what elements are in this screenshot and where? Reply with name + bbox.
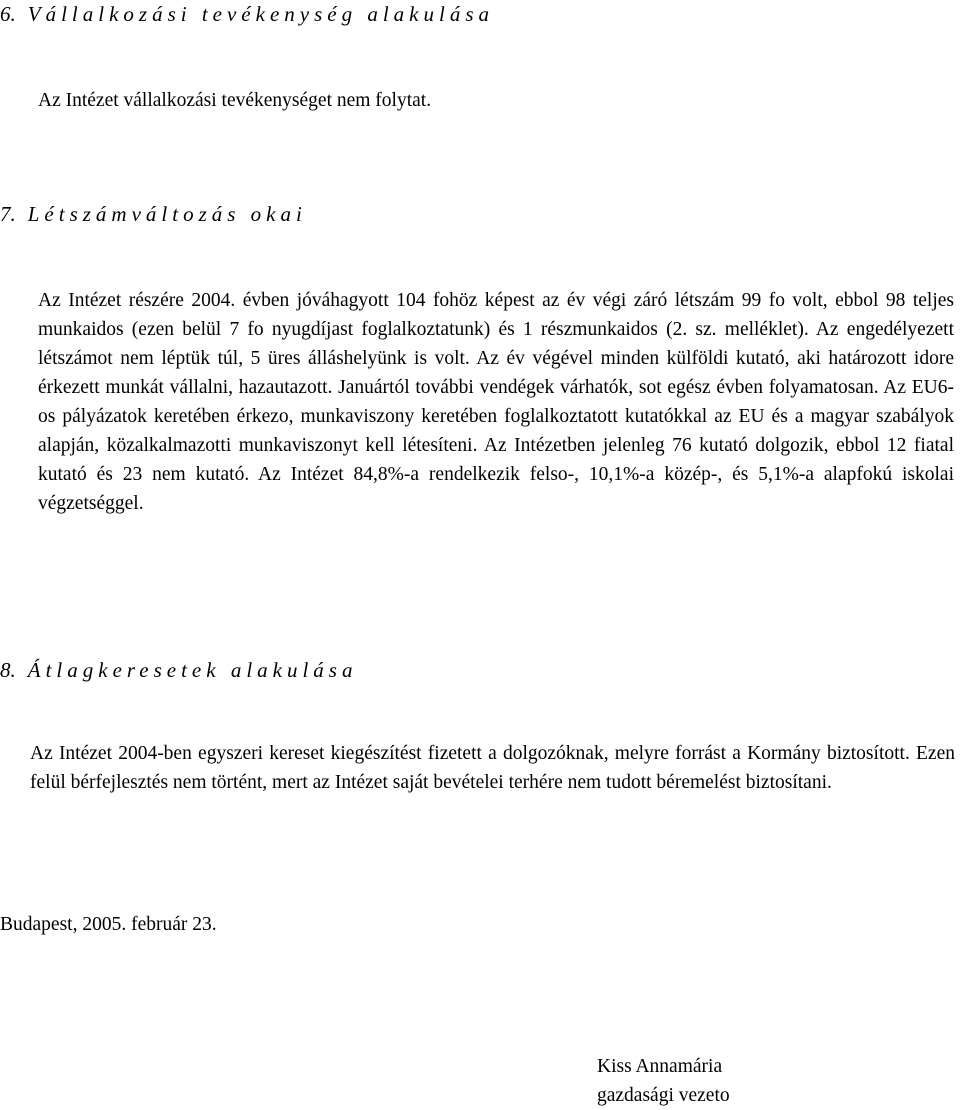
section-8-number: 8. [0,658,16,682]
section-6-title: Vállalkozási tevékenység alakulása [27,2,494,26]
place-date: Budapest, 2005. február 23. [0,914,217,935]
section-7-paragraph: Az Intézet részére 2004. évben jóváhagyott 104 fohöz képest az év végi záró létszám 99 fo volt, ebbol 98 teljes munkaidos (ezen belül 7 fo nyugdíjast foglalkoztatunk) és 1 részmunkaidos (2. sz. melléklet). Az engedélyezett létszámot nem léptük túl, 5 üres álláshelyünk is volt. Az év végével minden külföldi kutató, aki határozott idore érkezett munkát vállalni, hazautazott. Januártól további vendégek várhatók, sot egész évben folyamatosan. Az EU6-os pályázatok keretében érkezo, munkaviszony keretében foglalkoztatott kutatókkal az EU és a magyar szabályok alapján, közalkalmazotti munkaviszonyt kell létesíteni. Az Intézetben jelenleg 76 kutató dolgozik, ebbol 12 fiatal kutató és 23 nem kutató. Az Intézet 84,8%-a rendelkezik felso-, 10,1%-a közép-, és 5,1%-a alapfokú iskolai végzetséggel. [38,290,954,514]
signatory-name: Kiss Annamária [597,1056,723,1077]
section-6-text: Az Intézet vállalkozási tevékenységet nem folytat. [38,90,432,111]
signature-block [597,1052,730,1110]
section-6-number: 6. [0,2,16,26]
section-7-title: Létszámváltozás okai [27,202,307,226]
section-8-heading [0,656,357,684]
section-8-title: Átlagkeresetek alakulása [27,658,358,682]
section-7-heading [0,200,307,228]
section-8-paragraph: Az Intézet 2004-ben egyszeri kereset kiegészítést fizetett a dolgozóknak, melyre forrást a Kormány biztosított. Ezen felül bérfejlesztés nem történt, mert az Intézet saját bevételei terhére nem tudott béremelést biztosítani. [30,743,955,793]
section-7-number: 7. [0,202,16,226]
section-6-heading [0,0,494,28]
signatory-role: gazdasági vezeto [597,1085,730,1106]
